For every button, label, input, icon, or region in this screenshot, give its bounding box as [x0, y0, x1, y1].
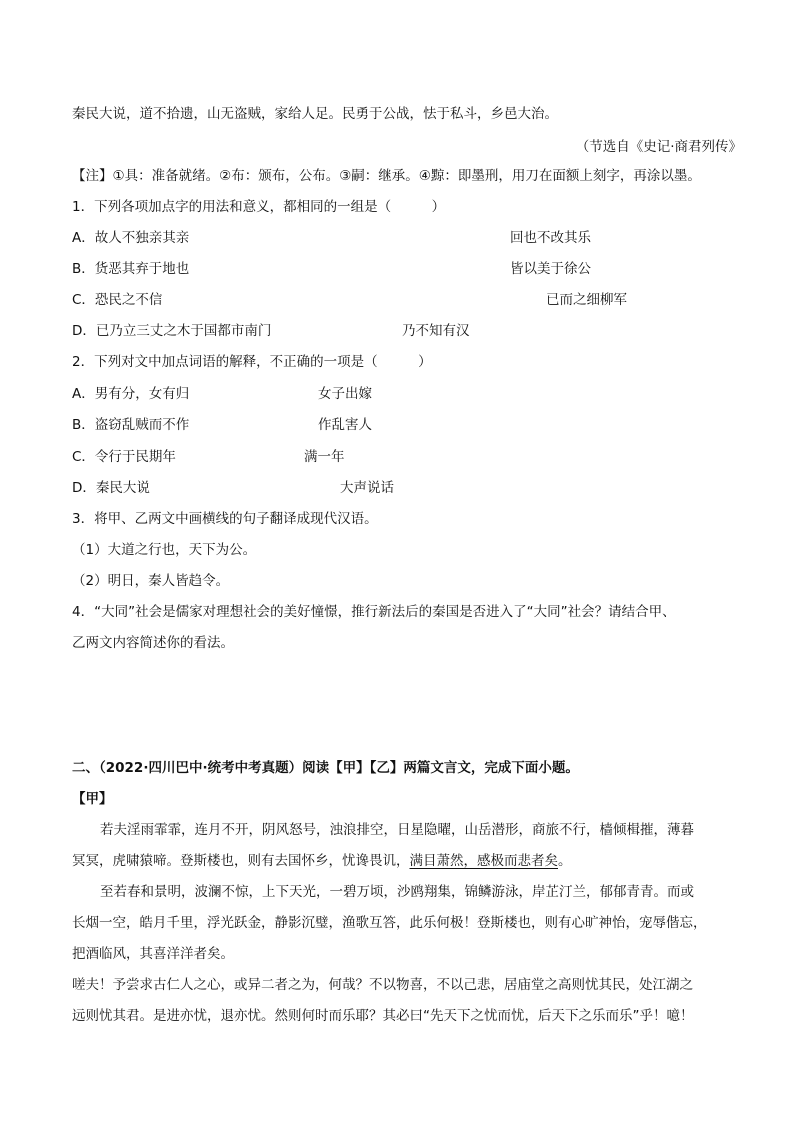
option-a-compare: 回也不改其乐 [510, 230, 591, 246]
option-d-compare: 乃不知有汉 [402, 323, 470, 339]
option-b: B．货恶其弃于地也 [72, 261, 190, 277]
text-segment: 。 [558, 853, 572, 869]
option-a: A．男有分，女有归 [72, 386, 190, 402]
option-c: C．恐民之不信 [72, 292, 163, 308]
option-c: C．令行于民期年 [72, 449, 176, 465]
question-stem: 3．将甲、乙两文中画横线的句子翻译成现代汉语。 [72, 511, 378, 527]
passage-jia-p3: 嗟夫！予尝求古仁人之心，或异二者之为，何哉？不以物喜，不以己悲，居庙堂之高则忧其民，处江湖之 [72, 977, 693, 993]
passage-paragraph: 秦民大说，道不拾遗，山无盗贼，家给人足。民勇于公战，怯于私斗，乡邑大治。 [72, 106, 558, 122]
option-b-gloss: 作乱害人 [318, 417, 372, 433]
question-stem: 4．“大同”社会是儒家对理想社会的美好憧憬，推行新法后的秦国是否进入了“大同”社会？请结合甲、 [72, 604, 676, 620]
section-heading: 二、（2022·四川巴中·统考中考真题）阅读【甲】【乙】两篇文言文，完成下面小题。 [72, 760, 579, 776]
question-stem: 2．下列对文中加点词语的解释，不正确的一项是（ ） [72, 354, 432, 370]
text-segment: 冥冥，虎啸猿啼。登斯楼也，则有去国怀乡，忧谗畏讥， [72, 853, 410, 869]
option-d-gloss: 大声说话 [340, 480, 394, 496]
option-a-gloss: 女子出嫁 [318, 386, 372, 402]
passage-jia-p1: 若夫淫雨霏霏，连月不开，阴风怒号，浊浪排空，日星隐曜，山岳潜形，商旅不行，樯倾楫摧，薄暮 [100, 822, 694, 838]
question-stem: 1．下列各项加点字的用法和意义，都相同的一组是（ ） [72, 199, 446, 215]
option-c-compare: 已而之细柳军 [546, 292, 627, 308]
passage-jia-p3-line2: 远则忧其君。是进亦忧，退亦忧。然则何时而乐耶？其必曰“先天下之忧而忧，后天下之乐而乐”乎！噫！ [72, 1008, 694, 1024]
passage-jia-p2-line3: 把酒临风，其喜洋洋者矣。 [72, 946, 234, 962]
underlined-sentence: 满目萧然，感极而悲者矣 [409, 853, 558, 869]
translation-item-1: （1）大道之行也，天下为公。 [72, 542, 257, 558]
option-b: B．盗窃乱贼而不作 [72, 417, 190, 433]
option-b-compare: 皆以美于徐公 [510, 261, 591, 277]
passage-jia-p2-line2: 长烟一空，皓月千里，浮光跃金，静影沉璧，渔歌互答，此乐何极！登斯楼也，则有心旷神怡，宠辱偕忘， [72, 915, 707, 931]
option-a: A．故人不独亲其亲 [72, 230, 190, 246]
passage-jia-p1-line2 [72, 851, 572, 871]
passage-source: （节选自《史记·商君列传》 [575, 139, 742, 155]
option-d: D．秦民大说 [72, 480, 150, 496]
translation-item-2: （2）明日，秦人皆趋令。 [72, 573, 230, 589]
option-d: D．已乃立三丈之木于国都市南门 [72, 323, 272, 339]
option-c-gloss: 满一年 [304, 449, 345, 465]
passage-label-jia: 【甲】 [72, 791, 113, 807]
passage-jia-p2: 至若春和景明，波澜不惊，上下天光，一碧万顷，沙鸥翔集，锦鳞游泳，岸芷汀兰，郁郁青青。而或 [100, 884, 694, 900]
annotation-note: 【注】①具：准备就绪。②布：颁布，公布。③嗣：继承。④黥：即墨刑，用刀在面额上刻字，再涂以墨。 [72, 168, 701, 184]
question-stem-continued: 乙两文内容简述你的看法。 [72, 635, 234, 651]
